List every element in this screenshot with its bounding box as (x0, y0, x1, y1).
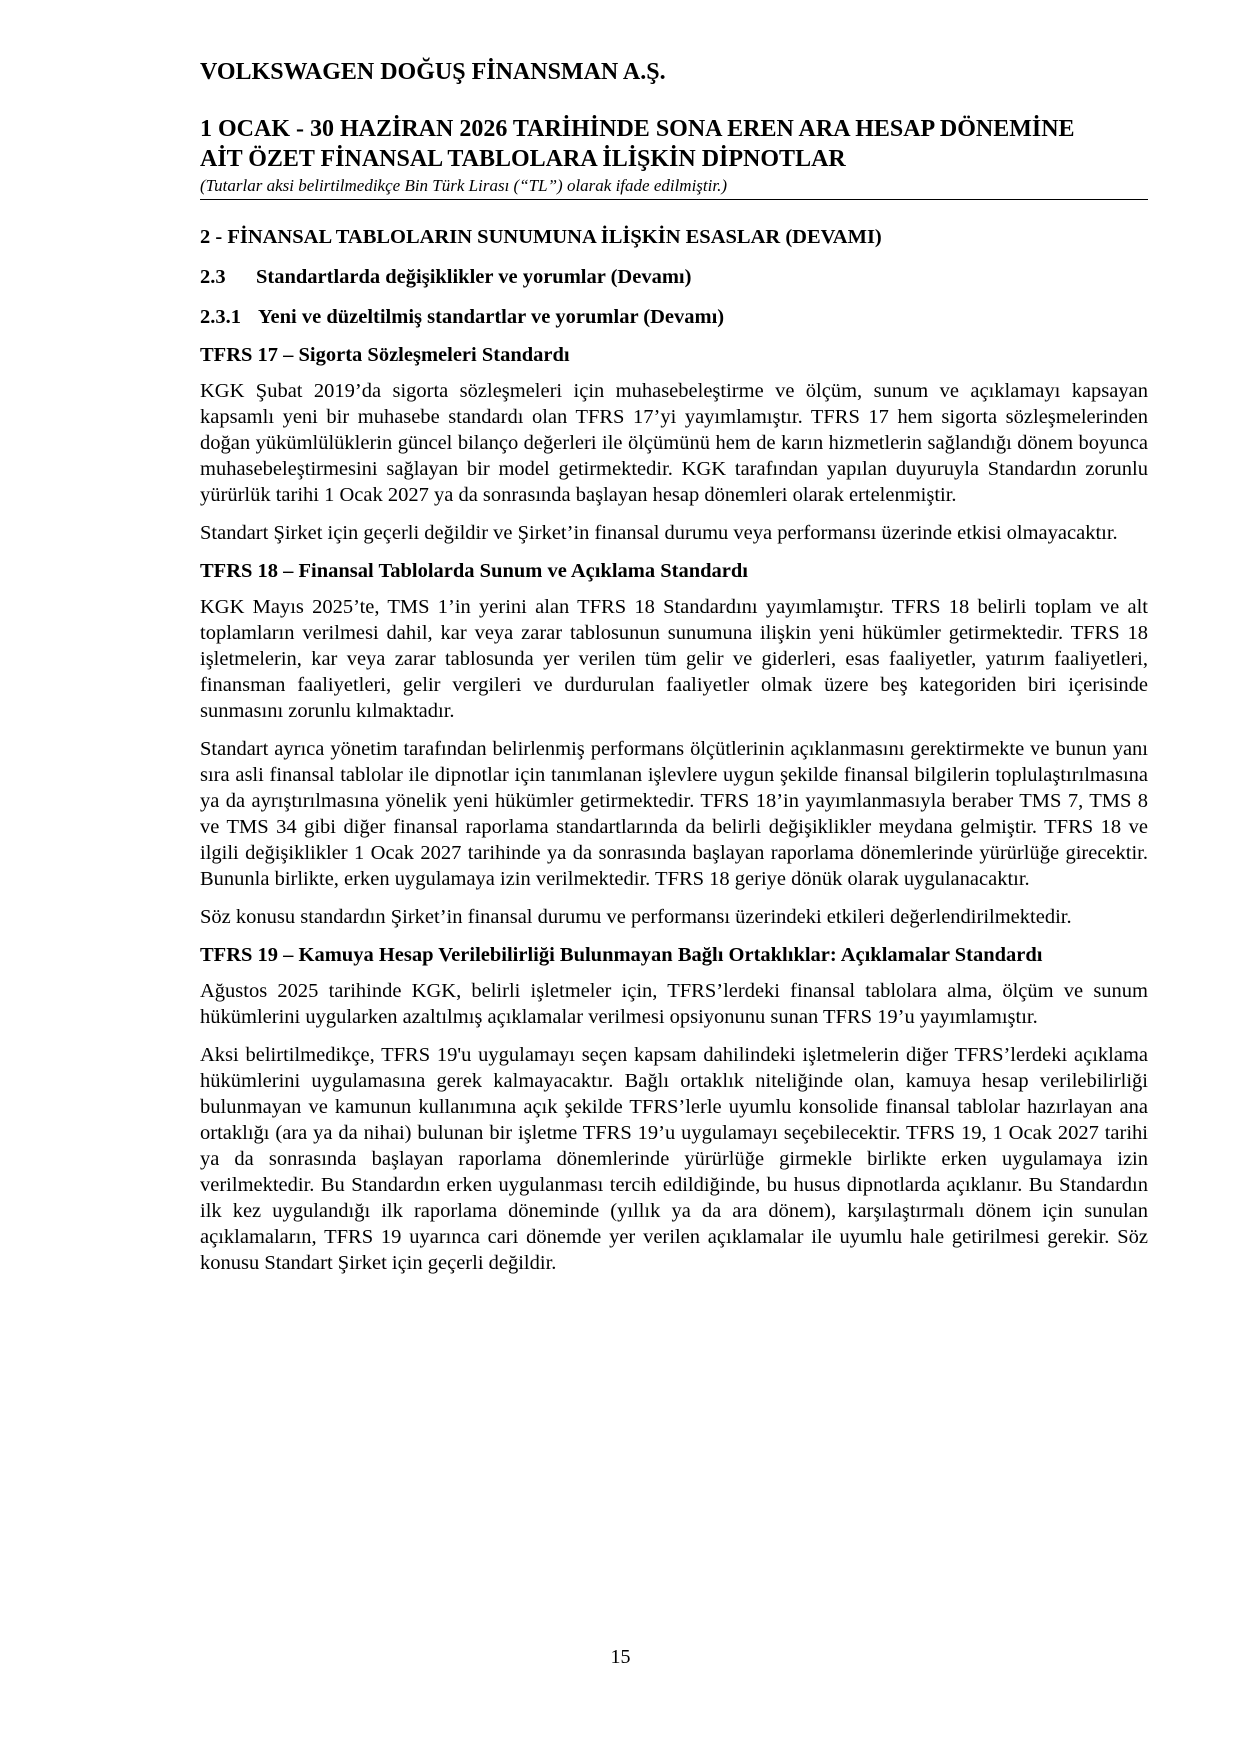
block-tfrs-19 (200, 942, 1148, 1276)
subsubsection-text: Yeni ve düzeltilmiş standartlar ve yorumlar (Devamı) (258, 306, 725, 328)
subsection-title (200, 264, 1148, 290)
paragraph: KGK Şubat 2019’da sigorta sözleşmeleri için muhasebeleştirme ve ölçüm, sunum ve açıklamayı kapsayan kapsamlı yeni bir muhasebe standardı olan TFRS 17’yi yayımlamıştır. TFRS 17 hem sigorta sözleşmelerinden doğan yükümlülüklerin güncel bilanço değerleri ile ölçümünü hem de karın hizmetlerin sağlandığı dönem boyunca muhasebeleştirmesini sağlayan bir model getirmektedir. KGK tarafından yapılan duyuruyla Standardın zorunlu yürürlük tarihi 1 Ocak 2027 ya da sonrasında başlayan hesap dönemleri olarak ertelenmiştir. (200, 380, 1148, 506)
paragraph: KGK Mayıs 2025’te, TMS 1’in yerini alan TFRS 18 Standardını yayımlamıştır. TFRS 18 belirli toplam ve alt toplamların verilmesi dahil, kar veya zarar tablosunun sunumuna ilişkin yeni hükümler getirmektedir. TFRS 18 işletmelerin, kar veya zarar tablosunda yer verilen tüm gelir ve giderleri, esas faaliyetler, yatırım faaliyetleri, finansman faaliyetleri, gelir vergileri ve durdurulan faaliyetler olmak üzere beş kategoriden biri içerisinde sunmasını zorunlu kılmaktadır. (200, 596, 1148, 722)
paragraph: Ağustos 2025 tarihinde KGK, belirli işletmeler için, TFRS’lerdeki finansal tablolara alma, ölçüm ve sunum hükümlerini uygularken azaltılmış açıklamalar verilmesi opsiyonunu sunan TFRS 19’u yayımlamıştır. (200, 980, 1148, 1028)
paragraph: Söz konusu standardın Şirket’in finansal durumu ve performansı üzerindeki etkileri değerlendirilmektedir. (200, 906, 1072, 928)
page-header (200, 58, 1148, 200)
page-number: 15 (610, 1646, 631, 1668)
block-heading: TFRS 19 – Kamuya Hesap Verilebilirliği Bulunmayan Bağlı Ortaklıklar: Açıklamalar Standardı (200, 944, 1043, 966)
block-heading: TFRS 17 – Sigorta Sözleşmeleri Standardı (200, 344, 570, 366)
currency-note: (Tutarlar aksi belirtilmedikçe Bin Türk Lirası (“TL”) olarak ifade edilmiştir.) (200, 176, 728, 195)
paragraph: Standart ayrıca yönetim tarafından belirlenmiş performans ölçütlerinin açıklanmasını gerektirmekte ve bunun yanı sıra asli finansal tablolar ile dipnotlar için tanımlanan işlevlere uygun şekilde finansal bilgilerin toplulaştırılmasına ya da ayrıştırılmasına yönelik yeni hükümler getirmektedir. TFRS 18’in yayımlanmasıyla beraber TMS 7, TMS 8 ve TMS 34 gibi diğer finansal raporlama standartlarında da belirli değişiklikler meydana gelmiştir. TFRS 18 ve ilgili değişiklikler 1 Ocak 2027 tarihinde ya da sonrasında başlayan raporlama dönemlerinde yürürlüğe girecektir. Bununla birlikte, erken uygulamaya izin verilmektedir. TFRS 18 geriye dönük olarak uygulanacaktır. (200, 738, 1148, 890)
subsection-number: 2.3 (200, 266, 226, 288)
report-title (200, 114, 1148, 174)
page-body (200, 224, 1148, 1288)
subsubsection-number: 2.3.1 (200, 306, 241, 328)
report-title-line-1: 1 OCAK - 30 HAZİRAN 2026 TARİHİNDE SONA EREN ARA HESAP DÖNEMİNE (200, 116, 1075, 142)
company-name: VOLKSWAGEN DOĞUŞ FİNANSMAN A.Ş. (200, 59, 666, 85)
subsection-text: Standartlarda değişiklikler ve yorumlar (Devamı) (256, 266, 692, 288)
subsubsection-title (200, 304, 1148, 330)
block-tfrs-17 (200, 342, 1148, 546)
section-title: 2 - FİNANSAL TABLOLARIN SUNUMUNA İLİŞKİN ESASLAR (DEVAMI) (200, 226, 882, 248)
header-divider (200, 199, 1148, 200)
paragraph: Standart Şirket için geçerli değildir ve Şirket’in finansal durumu veya performansı üzerinde etkisi olmayacaktır. (200, 522, 1118, 544)
paragraph: Aksi belirtilmedikçe, TFRS 19'u uygulamayı seçen kapsam dahilindeki işletmelerin diğer TFRS’lerdeki açıklama hükümlerini uygulamasına gerek kalmayacaktır. Bağlı ortaklık niteliğinde olan, kamuya hesap verilebilirliği bulunmayan ve kamunun kullanımına açık şekilde TFRS’lerle uyumlu konsolide finansal tablolar hazırlayan ana ortaklığı (ara ya da nihai) bulunan bir işletme TFRS 19’u uygulamayı seçebilecektir. TFRS 19, 1 Ocak 2027 tarihi ya da sonrasında başlayan raporlama dönemlerinde yürürlüğe girmekle birlikte erken uygulamaya izin verilmektedir. Bu Standardın erken uygulanması tercih edildiğinde, bu husus dipnotlarda açıklanır. Bu Standardın ilk kez uygulandığı ilk raporlama döneminde (yıllık ya da ara dönem), karşılaştırmalı dönem için sunulan açıklamaların, TFRS 19 uyarınca cari dönemde yer verilen açıklamalar ile uyumlu hale getirilmesi gerekir. Söz konusu Standart Şirket için geçerli değildir. (200, 1044, 1148, 1274)
block-tfrs-18 (200, 558, 1148, 930)
report-title-line-2: AİT ÖZET FİNANSAL TABLOLARA İLİŞKİN DİPNOTLAR (200, 146, 846, 172)
block-heading: TFRS 18 – Finansal Tablolarda Sunum ve Açıklama Standardı (200, 560, 748, 582)
